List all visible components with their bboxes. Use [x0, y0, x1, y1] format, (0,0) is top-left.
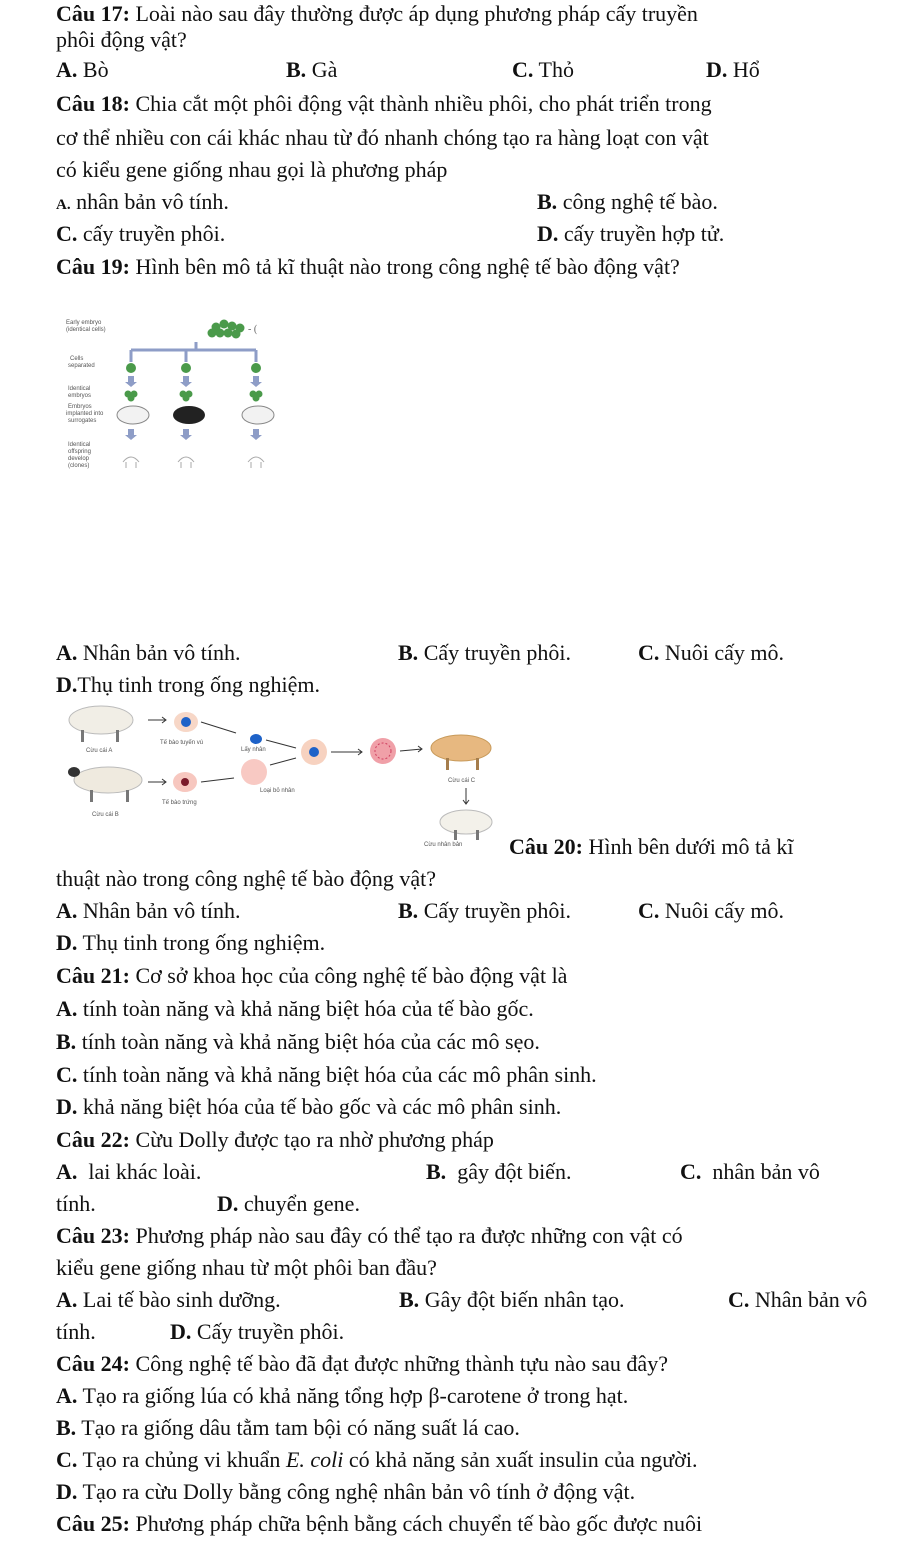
q20-option-c[interactable]: C. Nuôi cấy mô.: [638, 898, 785, 923]
svg-text:separated: separated: [68, 363, 95, 369]
svg-text:Identical: Identical: [68, 386, 91, 392]
surrogate-sheep-icons: [117, 406, 274, 424]
svg-text:implanted into: implanted into: [66, 411, 104, 417]
q25-line1: Câu 25: Phương pháp chữa bệnh bằng cách chuyển tế bào gốc được nuôi: [56, 1511, 703, 1536]
svg-text:Cừu nhân bản: Cừu nhân bản: [424, 842, 463, 848]
svg-text:Identical: Identical: [68, 442, 91, 448]
svg-text:Tế bào trứng: Tế bào trứng: [162, 800, 197, 806]
q22-option-c-wrap[interactable]: tính.: [56, 1191, 96, 1216]
q24-option-a[interactable]: A. Tạo ra giống lúa có khả năng tổng hợp β-carotene ở trong hạt.: [56, 1383, 629, 1408]
pipette-icon: - (: [248, 324, 258, 335]
nucleus-icon: [250, 734, 262, 744]
q18-line1: Câu 18: Chia cắt một phôi động vật thành nhiều phôi, cho phát triển trong: [56, 91, 712, 116]
sheep-b-icon: [68, 767, 142, 802]
early-embryo-icon: [370, 738, 396, 764]
q23-option-c-wrap[interactable]: tính.: [56, 1319, 96, 1344]
q23-option-c[interactable]: C. Nhân bản vô: [728, 1287, 868, 1312]
q19-line1: Câu 19: Hình bên mô tả kĩ thuật nào trong công nghệ tế bào động vật?: [56, 254, 680, 279]
q20-line1: Câu 20: Hình bên dưới mô tả kĩ: [509, 834, 794, 859]
q22-option-a[interactable]: A. lai khác loài.: [56, 1159, 202, 1184]
q20-option-b[interactable]: B. Cấy truyền phôi.: [398, 898, 571, 923]
svg-text:(clones): (clones): [68, 463, 90, 469]
q23-line2: kiểu gene giống nhau từ một phôi ban đầu?: [56, 1255, 437, 1280]
q17-option-d[interactable]: D. Hổ: [706, 57, 760, 82]
q19-option-a[interactable]: A. Nhân bản vô tính.: [56, 640, 241, 665]
q17-option-a[interactable]: A. Bò: [56, 57, 109, 82]
q24-option-b[interactable]: B. Tạo ra giống dâu tằm tam bội có năng suất lá cao.: [56, 1415, 520, 1440]
early-embryo-cluster-icon: [208, 320, 245, 339]
svg-text:Embryos: Embryos: [68, 404, 92, 410]
q17-option-c[interactable]: C. Thỏ: [512, 57, 574, 82]
q22-option-b[interactable]: B. gây đột biến.: [426, 1159, 572, 1184]
q17-number: Câu 17:: [56, 1, 136, 26]
q23-line1: Câu 23: Phương pháp nào sau đây có thể tạo ra được những con vật có: [56, 1223, 683, 1248]
embryo-splitting-figure: [56, 302, 296, 482]
q22-option-c[interactable]: C. nhân bản vô: [680, 1159, 820, 1184]
q22-option-d[interactable]: D. chuyển gene.: [217, 1191, 360, 1216]
q19-option-c[interactable]: C. Nuôi cấy mô.: [638, 640, 785, 665]
q18-option-c[interactable]: C. cấy truyền phôi.: [56, 221, 226, 246]
egg-cell-icon: [173, 772, 197, 792]
split-branch-lines: [131, 342, 256, 362]
svg-text:Cừu cái B: Cừu cái B: [92, 812, 119, 818]
q21-option-d[interactable]: D. khả năng biệt hóa của tế bào gốc và các mô phân sinh.: [56, 1094, 562, 1119]
svg-text:embryos: embryos: [68, 393, 92, 399]
svg-text:surrogates: surrogates: [68, 418, 97, 424]
sheep-c-icon: [431, 735, 491, 770]
svg-text:offspring: offspring: [68, 449, 91, 455]
enucleated-egg-icon: [241, 759, 267, 785]
q20-option-a[interactable]: A. Nhân bản vô tính.: [56, 898, 241, 923]
q24-option-c[interactable]: C. Tạo ra chủng vi khuẩn E. coli có khả năng sản xuất insulin của người.: [56, 1447, 698, 1472]
svg-text:Cừu cái A: Cừu cái A: [86, 748, 113, 754]
q20-option-d[interactable]: D. Thụ tinh trong ống nghiệm.: [56, 930, 326, 955]
identical-embryos-icon: [125, 391, 263, 402]
q24-option-d[interactable]: D. Tạo ra cừu Dolly bằng công nghệ nhân bản vô tính ở động vật.: [56, 1479, 636, 1504]
svg-text:Lấy nhân: Lấy nhân: [241, 747, 266, 753]
q18-option-d[interactable]: D. cấy truyền hợp tử.: [537, 221, 725, 246]
svg-text:Tế bào tuyến vú: Tế bào tuyến vú: [160, 740, 204, 746]
svg-text:develop: develop: [68, 456, 90, 462]
q23-option-b[interactable]: B. Gây đột biến nhân tạo.: [399, 1287, 625, 1312]
q19-option-d[interactable]: D.Thụ tinh trong ống nghiệm.: [56, 672, 320, 697]
svg-text:Loại bỏ nhân: Loại bỏ nhân: [260, 788, 295, 794]
svg-text:Cừu cái C: Cừu cái C: [448, 778, 476, 784]
q24-line1: Câu 24: Công nghệ tế bào đã đạt được những thành tựu nào sau đây?: [56, 1351, 668, 1376]
clone-sheep-icon: [440, 810, 492, 840]
q23-option-a[interactable]: A. Lai tế bào sinh dưỡng.: [56, 1287, 281, 1312]
sheep-a-icon: [69, 706, 133, 742]
cloning-figure-labels: [86, 740, 476, 848]
q18-line3: có kiểu gene giống nhau gọi là phương pháp: [56, 157, 448, 182]
mammary-cell-icon: [174, 712, 198, 732]
q17-option-b[interactable]: B. Gà: [286, 57, 338, 82]
q21-line1: Câu 21: Cơ sở khoa học của công nghệ tế bào động vật là: [56, 963, 568, 988]
q18-option-a[interactable]: A. nhân bản vô tính.: [56, 189, 229, 214]
svg-text:(identical cells): (identical cells): [66, 327, 106, 333]
svg-text:Early embryo: Early embryo: [66, 320, 102, 326]
q17-line1: Câu 17: Loài nào sau đây thường được áp dụng phương pháp cấy truyền: [56, 1, 698, 26]
q19-option-b[interactable]: B. Cấy truyền phôi.: [398, 640, 571, 665]
q18-option-b[interactable]: B. công nghệ tế bào.: [537, 189, 718, 214]
q22-line1: Câu 22: Cừu Dolly được tạo ra nhờ phương pháp: [56, 1127, 494, 1152]
clone-lamb-icons: [123, 457, 264, 468]
q21-option-b[interactable]: B. tính toàn năng và khả năng biệt hóa của các mô sẹo.: [56, 1029, 540, 1054]
q23-option-d[interactable]: D. Cấy truyền phôi.: [170, 1319, 345, 1344]
cloning-process-figure: [56, 700, 506, 850]
q21-option-c[interactable]: C. tính toàn năng và khả năng biệt hóa của các mô phân sinh.: [56, 1062, 597, 1087]
embryo-figure-labels: [66, 320, 106, 469]
q18-line2: cơ thể nhiều con cái khác nhau từ đó nhanh chóng tạo ra hàng loạt con vật: [56, 125, 709, 150]
svg-text:Cells: Cells: [70, 356, 84, 362]
q20-line2: thuật nào trong công nghệ tế bào động vật?: [56, 866, 437, 891]
separated-cells-icon: [126, 363, 261, 373]
fused-cell-icon: [301, 739, 327, 765]
q17-line2: phôi động vật?: [56, 27, 187, 52]
q21-option-a[interactable]: A. tính toàn năng và khả năng biệt hóa của tế bào gốc.: [56, 996, 534, 1021]
